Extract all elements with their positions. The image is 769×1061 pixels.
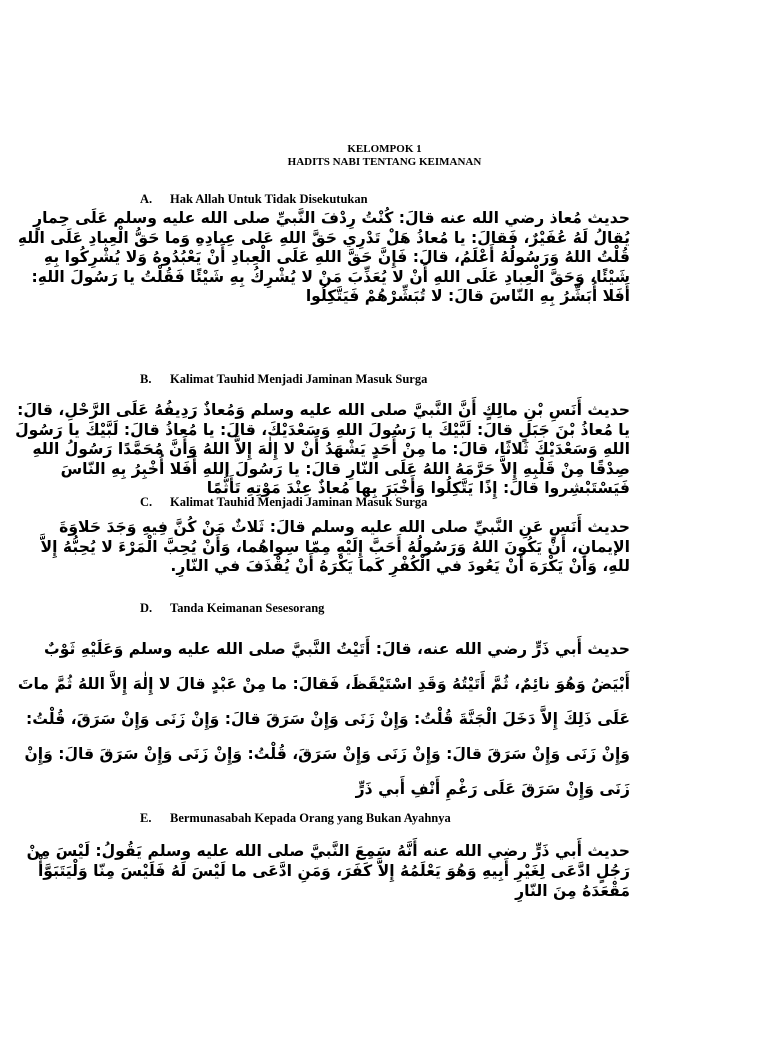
section-heading-d <box>140 601 660 616</box>
hadith-line: فَيَسْتَبْشِروا قالَ: إِذًا يَتَّكِلُوا وَأَخْبَرَ بِها مُعاذٌ عِنْدَ مَوْتِهِ تَأَثُّمًا <box>206 479 630 497</box>
section-title: Hak Allah Untuk Tidak Disekutukan <box>170 192 368 206</box>
section-title: Bermunasabah Kepada Orang yang Bukan Ayahnya <box>170 811 451 825</box>
hadith-line: يا مُعاذُ بْنَ جَبَلٍ قالَ: لَبَّيْكَ يا رَسُولَ اللهِ وَسَعْدَيْكَ، قالَ: يا مُعاذُ قالَ: لَبَّيْكَ يا رَسُولَ <box>15 420 630 439</box>
hadith-line: عَلَى ذَلِكَ إِلاَّ دَخَلَ الْجَنَّةَ قُلْتُ: وَإِنْ زَنَى وَإِنْ سَرَقَ قالَ: وَإِنْ زَنَى وَإِنْ سَرَقَ، قُلْتُ: <box>26 710 630 728</box>
hadith-text-a <box>17 209 630 307</box>
section-letter: B. <box>140 372 152 386</box>
section-letter: E. <box>140 811 152 825</box>
section-heading-b <box>140 372 660 387</box>
section-letter: C. <box>140 495 153 509</box>
hadith-line: مَقْعَدَهُ مِنَ النّارِ <box>515 882 630 900</box>
document-title: KELOMPOK 1 <box>347 143 422 155</box>
hadith-text-b <box>15 401 630 499</box>
hadith-line: شَيْئًا، وَحَقَّ الْعِبادِ عَلَى اللهِ أَنْ لا يُعَذِّبَ مَنْ لا يُشْرِكُ بِهِ شَيْئًا فَقُلْتُ يا رَسُولَ اللهِ: <box>31 267 630 286</box>
section-letter: D. <box>140 601 153 615</box>
section-title: Kalimat Tauhid Menjadi Jaminan Masuk Surga <box>170 495 428 509</box>
hadith-line: زَنَى وَإِنْ سَرَقَ عَلَى رَغْمِ أَنْفِ أَبي ذَرٍّ <box>355 780 630 798</box>
hadith-line: صِدْقًا مِنْ قَلْبِهِ إِلاَّ حَرَّمَهُ اللهُ عَلَى النّارِ قالَ: يا رَسُولَ اللهِ أَفَلا أُخْبِرُ بِهِ النّاسَ <box>60 459 630 478</box>
hadith-line: حديث أَبي ذَرٍّ رضي الله عنه، قالَ: أَتَيْتُ النَّبيَّ صلى الله عليه وسلم وَعَلَيْهِ ثَوْبٌ <box>44 640 630 658</box>
section-heading-a <box>140 192 660 207</box>
hadith-text-e <box>26 841 630 901</box>
section-heading-c <box>140 495 660 510</box>
section-title: Tanda Keimanan Sesesorang <box>170 601 325 615</box>
hadith-text-c <box>40 518 630 577</box>
hadith-line: وَإِنْ زَنَى وَإِنْ سَرَقَ قالَ: وَإِنْ زَنَى وَإِنْ سَرَقَ، قُلْتُ: وَإِنْ زَنَى وَإِنْ سَرَقَ قالَ: وَإِنْ <box>24 745 630 763</box>
hadith-line: حديث أَنَسِ بْنِ مالِكٍ أَنَّ النَّبيَّ صلى الله عليه وسلم وَمُعاذٌ رَدِيفُهُ عَلَى الرَّحْلِ، قالَ: <box>17 401 630 419</box>
hadith-line: يُقالُ لَهُ عُفَيْرٌ، فَقالَ: يا مُعاذُ هَلْ تَدْرِي حَقَّ اللهِ عَلى عِبادِهِ وَما حَقُّ الْعِبادِ عَلَى اللهِ <box>17 228 630 247</box>
section-title: Kalimat Tauhid Menjadi Jaminan Masuk Surga <box>170 372 428 386</box>
hadith-line: حديث أَنَسٍ عَنِ النَّبيِّ صلى الله عليه وسلم قالَ: ثَلاثٌ مَنْ كُنَّ فِيهِ وَجَدَ حَلاوَةَ <box>59 518 630 536</box>
hadith-line: للهِ، وَأَنْ يَكْرَهَ أَنْ يَعُودَ في الْكُفْرِ كَما يَكْرَهُ أَنْ يُقْذَفَ في النّارِ. <box>170 557 630 575</box>
hadith-line: حديث أَبي ذَرٍّ رضي الله عنه أَنَّهُ سَمِعَ النَّبيَّ صلى الله عليه وسلم يَقُولُ: لَيْسَ مِنْ <box>26 842 630 860</box>
hadith-line: اللهِ وَسَعْدَيْكَ ثَلاثًا، قالَ: ما مِنْ أَحَدٍ يَشْهَدُ أَنْ لا إِلٰهَ إِلاَّ اللهُ وَأَنَّ مُحَمَّدًا رَسُولُ اللهِ <box>32 440 630 458</box>
hadith-line: أَفَلا أُبَشِّرُ بِهِ النّاسَ قالَ: لا تُبَشِّرْهُمْ فَيَتَّكِلُوا <box>305 287 630 305</box>
section-heading-e <box>140 811 660 826</box>
document-subtitle: HADITS NABI TENTANG KEIMANAN <box>287 156 482 168</box>
hadith-line: قُلْتُ اللهُ وَرَسُولُهُ أَعْلَمُ، قالَ: فَإِنَّ حَقَّ اللهِ عَلَى الْعِبادِ أَنْ يَعْبُدُوهُ وَلا يُشْرِكُوا بِهِ <box>43 248 630 266</box>
hadith-text-d <box>17 632 630 807</box>
hadith-line: أَبْيَضُ وَهُوَ نائِمٌ، ثُمَّ أَتَيْتُهُ وَقَدِ اسْتَيْقَظَ، فَقالَ: ما مِنْ عَبْدٍ قالَ لا إِلٰهَ إِلاَّ اللهُ ثُمَّ ماتَ <box>17 675 630 693</box>
hadith-line: رَجُلٍ ادَّعَى لِغَيْرِ أَبِيهِ وَهُوَ يَعْلَمُهُ إِلاَّ كَفَرَ، وَمَنِ ادَّعَى ما لَيْسَ لَهُ فَلَيْسَ مِنّا وَلْيَتَبَوَّأْ <box>37 862 630 880</box>
hadith-line: حديث مُعاذ رضي الله عنه قالَ: كُنْتُ رِدْفَ النَّبيِّ صلى الله عليه وسلم عَلَى حِمارٍ <box>33 209 630 227</box>
section-letter: A. <box>140 192 153 206</box>
hadith-line: الإيمانِ، أَنْ يَكُونَ اللهُ وَرَسُولُهُ أَحَبَّ إِلَيْهِ مِمّا سِواهُما، وَأَنْ يُحِبَّ الْمَرْءَ لا يُحِبُّهُ إِلاَّ <box>40 537 630 556</box>
